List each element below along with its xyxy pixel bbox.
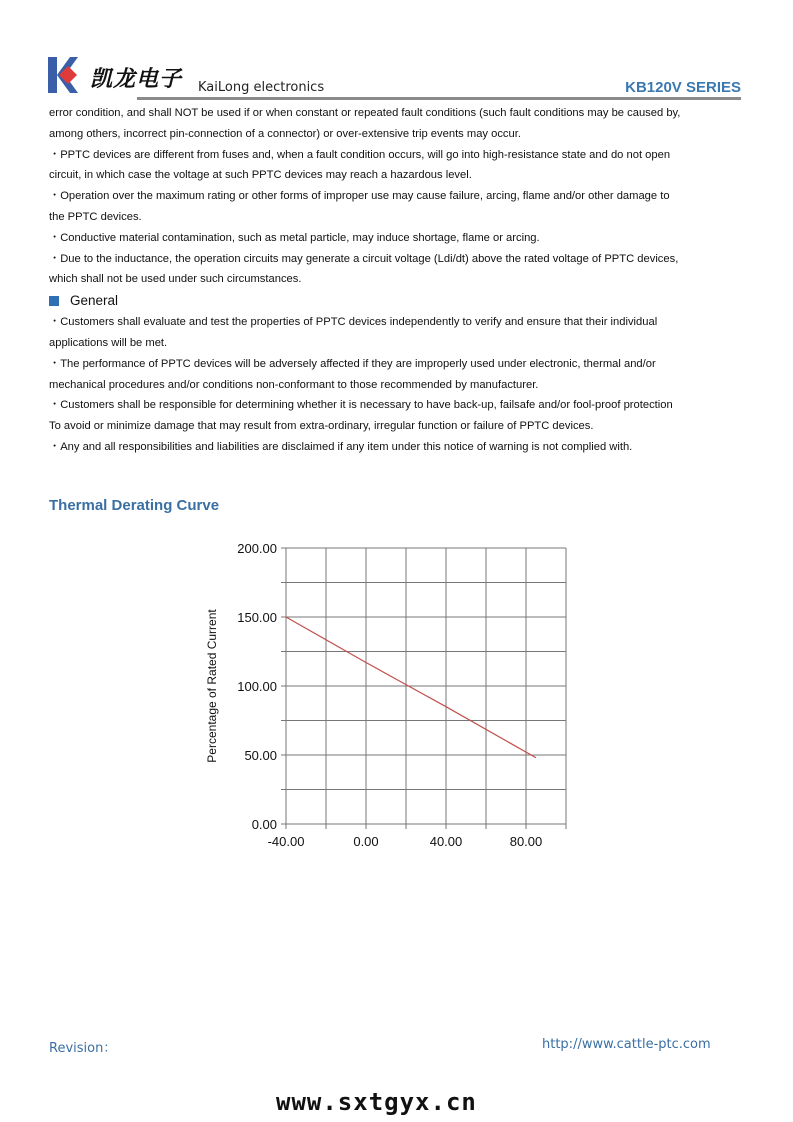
general-heading-label: General [70, 292, 119, 308]
revision-label: Revision： [49, 1041, 117, 1056]
thermal-derating-chart [195, 535, 585, 855]
text-line: the PPTC devices. [49, 210, 142, 223]
text-line: among others, incorrect pin-connection of a connector) or over-extensive trip events may occur. [49, 127, 521, 140]
text-line: ・Due to the inductance, the operation circuits may generate a circuit voltage (Ldi/dt) above the rated voltage of PPTC devices, [49, 252, 679, 265]
text-line: ・Operation over the maximum rating or other forms of improper use may cause failure, arcing, flame and/or other damage to [49, 190, 670, 203]
y-axis-label: Percentage of Rated Current [205, 609, 219, 763]
text-line: ・Customers shall evaluate and test the properties of PPTC devices independently to verify and ensure that their individual [49, 316, 658, 329]
chart-title: Thermal Derating Curve [49, 497, 220, 514]
watermark-text: www.sxtgyx.cn [276, 1088, 477, 1116]
svg-text:80.00: 80.00 [509, 834, 543, 849]
text-line: error condition, and shall NOT be used if or when constant or repeated fault conditions (such fault conditions may be caused by, [49, 107, 681, 119]
text-line: ・Any and all responsibilities and liabilities are disclaimed if any item under this notice of warning is not complied with. [49, 440, 633, 453]
svg-text:40.00: 40.00 [429, 834, 463, 849]
text-line: ・Customers shall be responsible for determining whether it is necessary to have back-up, failsafe and/or fool-proof protection [49, 399, 673, 412]
text-line: which shall not be used under such circumstances. [49, 273, 302, 286]
general-heading [49, 290, 749, 312]
text-line: ・Conductive material contamination, such as metal particle, may induce shortage, flame or arcing. [49, 231, 540, 244]
svg-text:-40.00: -40.00 [267, 834, 305, 849]
svg-text:100.00: 100.00 [237, 679, 277, 694]
website-link[interactable]: http://www.cattle-ptc.com [542, 1037, 711, 1052]
text-line: ・PPTC devices are different from fuses and, when a fault condition occurs, will go into high-resistance state and do not open [49, 148, 671, 161]
series-title: KB120V SERIES [625, 79, 741, 96]
kailong-logo-icon [48, 57, 78, 93]
derating-line [286, 617, 536, 758]
company-name-cn: 凯龙电子 [90, 66, 183, 92]
square-bullet-icon [49, 296, 59, 306]
text-line: To avoid or minimize damage that may result from extra-ordinary, irregular function or failure of PPTC devices. [49, 420, 594, 433]
warning-text [49, 103, 749, 458]
text-line: applications will be met. [49, 336, 168, 349]
text-line: mechanical procedures and/or conditions non-conformant to those recommended by manufacturer. [49, 378, 539, 391]
text-line: ・The performance of PPTC devices will be adversely affected if they are improperly used under electronic, thermal and/or [49, 357, 656, 370]
svg-text:150.00: 150.00 [237, 610, 277, 625]
svg-text:50.00: 50.00 [244, 748, 277, 763]
header-divider [137, 97, 741, 100]
svg-text:0.00: 0.00 [353, 834, 379, 849]
svg-text:0.00: 0.00 [251, 817, 277, 832]
text-line: circuit, in which case the voltage at such PPTC devices may reach a hazardous level. [49, 169, 472, 182]
company-name-en: KaiLong electronics [198, 80, 325, 95]
svg-text:200.00: 200.00 [237, 541, 277, 556]
